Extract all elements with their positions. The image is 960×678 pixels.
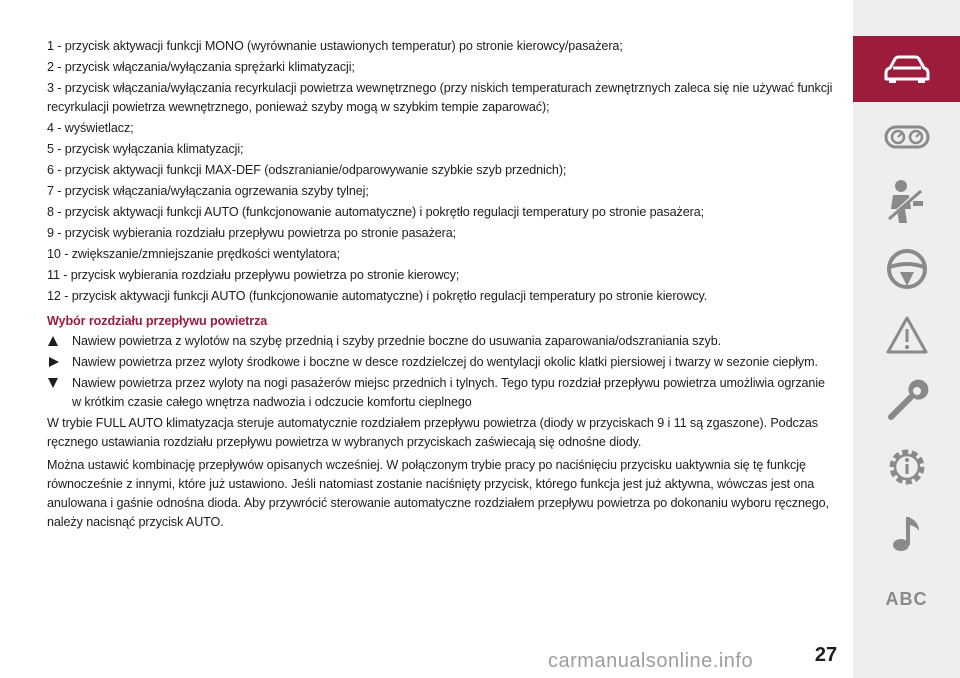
list-item: 10 - zwiększanie/zmniejszanie prędkości wentylatora; (47, 247, 340, 261)
airflow-item-windscreen (47, 332, 837, 351)
wrench-icon[interactable] (853, 368, 960, 434)
music-note-icon[interactable] (853, 500, 960, 566)
airflow-item-text: Nawiew powietrza przez wyloty środkowe i boczne w desce rozdzielczej do wentylacji okolic klatki piersiowej i twarzy w sezonie ciepłym. (72, 355, 818, 369)
section-title: Wybór rozdziału przepływu powietrza (47, 314, 268, 328)
warning-triangle-icon[interactable] (853, 302, 960, 368)
document-body (47, 37, 837, 536)
seatbelt-icon[interactable] (853, 168, 960, 234)
list-item: 5 - przycisk wyłączania klimatyzacji; (47, 142, 244, 156)
watermark: carmanualsonline.info (548, 650, 754, 672)
list-item: 11 - przycisk wybierania rozdziału przepływu powietrza po stronie kierowcy; (47, 268, 460, 282)
chapter-sidebar (853, 0, 960, 678)
list-item: 2 - przycisk włączania/wyłączania sprężarki klimatyzacji; (47, 60, 355, 74)
info-gear-icon[interactable] (853, 434, 960, 500)
airflow-item-text: Nawiew powietrza z wylotów na szybę przednią i szyby przednie boczne do usuwania zaparowania/odszraniania szyb. (72, 334, 722, 348)
list-item: 3 - przycisk włączania/wyłączania recyrkulacji powietrza wewnętrznego (przy niskich temperaturach zewnętrznych zaleca się nie używać funkcji recyrkulacji powietrza wewnętrznego, ponieważ szyby mogą w szybkim tempie zaparować); (47, 81, 833, 114)
paragraph-full-auto: W trybie FULL AUTO klimatyzacja steruje automatycznie rozdziałem przepływu powietrza (diody w przyciskach 9 i 11 są zgaszone). Podczas ręcznego ustawiania rozdziału przepływu powietrza w wybranych przyciskach zaświecają się odnośne diody. (47, 416, 818, 449)
abc-label: ABC (885, 588, 928, 609)
list-item: 1 - przycisk aktywacji funkcji MONO (wyrównanie ustawionych temperatur) po stronie kierowcy/pasażera; (47, 39, 623, 53)
arrow-right-icon (49, 357, 59, 367)
car-icon[interactable] (853, 36, 960, 102)
list-item: 7 - przycisk włączania/wyłączania ogrzewania szyby tylnej; (47, 184, 369, 198)
arrow-up-icon (48, 336, 58, 346)
arrow-down-icon (48, 378, 58, 388)
list-item: 8 - przycisk aktywacji funkcji AUTO (funkcjonowanie automatyczne) i pokrętło regulacji temperatury po stronie pasażera; (47, 205, 705, 219)
paragraph-combination: Można ustawić kombinację przepływów opisanych wcześniej. W połączonym trybie pracy po naciśnięciu przycisku uaktywnia się tę funkcję równocześnie z innymi, które już ustawiono. Jeśli natomiast zostanie naciśnięty przycisk, którego funkcja jest już aktywna, wówczas jest ona anulowana i gaśnie odnośna dioda. Aby przywrócić sterowanie automatyczne rozdziałem przepływu powietrza po dokonaniu wyboru ręcznego, należy nacisnąć przycisk AUTO. (47, 458, 829, 529)
list-item: 12 - przycisk aktywacji funkcji AUTO (funkcjonowanie automatyczne) i pokrętło regulacji temperatury po stronie kierowcy. (47, 289, 708, 303)
airflow-item-feet (47, 374, 837, 412)
page-number: 27 (814, 644, 838, 666)
steering-wheel-icon[interactable] (853, 236, 960, 302)
glossary-abc-link[interactable] (853, 566, 960, 632)
list-item: 9 - przycisk wybierania rozdziału przepływu powietrza po stronie pasażera; (47, 226, 457, 240)
airflow-item-face (47, 353, 837, 372)
list-item: 6 - przycisk aktywacji funkcji MAX-DEF (odszranianie/odparowywanie szybkie szyb przednich); (47, 163, 567, 177)
list-item: 4 - wyświetlacz; (47, 121, 134, 135)
airflow-item-text: Nawiew powietrza przez wyloty na nogi pasażerów miejsc przednich i tylnych. Tego typu rozdział przepływu powietrza umożliwia ogrzanie w krótkim czasie całego wnętrza nadwozia i odczucie komfortu cieplnego (72, 376, 825, 409)
dashboard-gauges-icon[interactable] (853, 104, 960, 170)
